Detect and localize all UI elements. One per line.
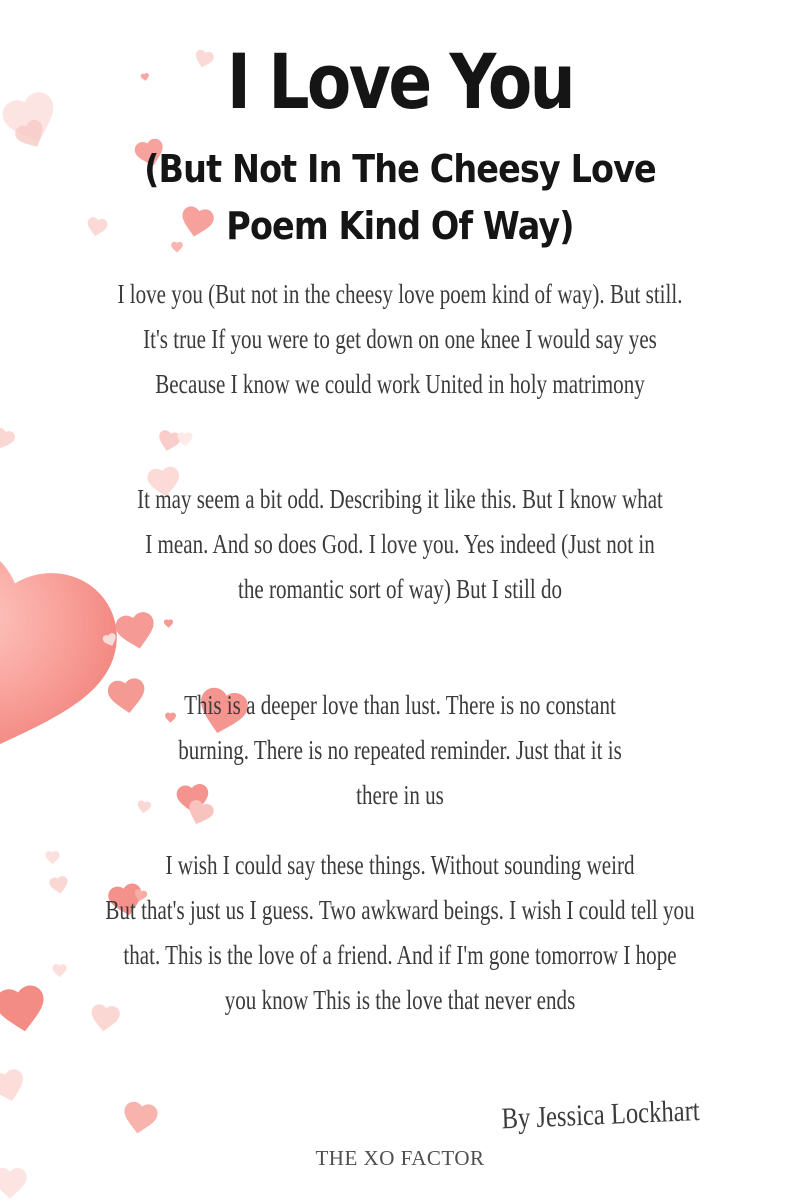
stanza-4 [88,843,712,1023]
poem-line: It may seem a bit odd. Describing it like this. But I know what [137,484,663,514]
poem-line: burning. There is no repeated reminder. Just that it is [178,735,622,765]
poem-title: I Love You [226,37,574,126]
poem-subtitle [48,141,752,255]
stanza-2 [88,477,712,612]
poem-subtitle-line: (But Not In The Cheesy Love [144,147,656,191]
poem-line: I wish I could say these things. Without sounding weird [165,850,635,880]
poem-line: the romantic sort of way) But I still do [237,574,563,604]
stanza-1 [88,272,712,407]
stanza-3 [88,683,712,818]
poem-subtitle-line: Poem Kind Of Way) [226,204,574,248]
byline: By Jessica Lockhart [501,1094,701,1136]
poem-line: I mean. And so does God. I love you. Yes indeed (Just not in [145,529,655,559]
poem-line: It's true If you were to get down on one knee I would say yes [143,324,657,354]
poem-line: I love you (But not in the cheesy love poem kind of way). But still. [117,279,683,309]
poem-line: This is a deeper love than lust. There is no constant [184,690,616,720]
poem-line: Because I know we could work United in holy matrimony [155,369,645,399]
poem-line: you know This is the love that never ends [224,985,576,1015]
poem-line: But that's just us I guess. Two awkward beings. I wish I could tell you [105,895,695,925]
poem-line: that. This is the love of a friend. And if I'm gone tomorrow I hope [123,940,677,970]
poem-line: there in us [356,780,444,810]
brand-footer: THE XO FACTOR [315,1146,485,1170]
